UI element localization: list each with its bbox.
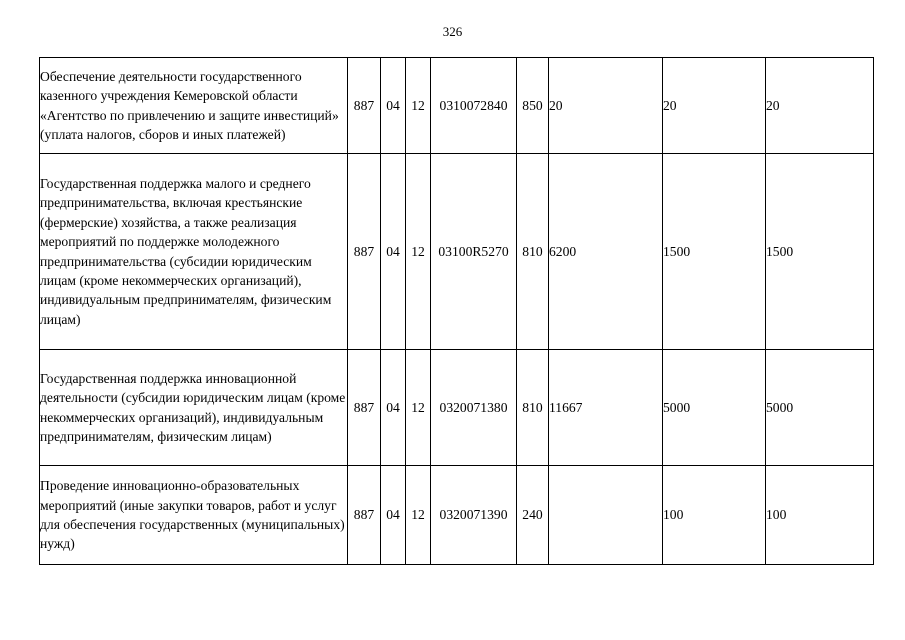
section-code: 04 [381, 350, 406, 466]
amount-year-2: 100 [663, 466, 766, 565]
amount-year-2: 1500 [663, 154, 766, 350]
budget-table [39, 57, 874, 565]
amount-year-2: 5000 [663, 350, 766, 466]
amount-year-3: 100 [766, 466, 874, 565]
section-code: 04 [381, 154, 406, 350]
amount-year-1: 11667 [549, 350, 663, 466]
table-row [40, 154, 874, 350]
table-row [40, 466, 874, 565]
amount-year-1: 6200 [549, 154, 663, 350]
target-article-code: 0310072840 [431, 58, 517, 154]
expense-type-code: 810 [517, 350, 549, 466]
row-description: Проведение инновационно-образовательных мероприятий (иные закупки товаров, работ и услуг для обеспечения государственных (муниципальных) нужд) [40, 466, 348, 565]
subsection-code: 12 [406, 154, 431, 350]
target-article-code: 0320071390 [431, 466, 517, 565]
ministry-code: 887 [348, 58, 381, 154]
target-article-code: 03100R5270 [431, 154, 517, 350]
ministry-code: 887 [348, 154, 381, 350]
page-number: 326 [442, 24, 463, 39]
amount-year-3: 5000 [766, 350, 874, 466]
subsection-code: 12 [406, 466, 431, 565]
row-description: Обеспечение деятельности государственного казенного учреждения Кемеровской области «Агентство по привлечению и защите инвестиций» (уплата налогов, сборов и иных платежей) [40, 58, 348, 154]
expense-type-code: 240 [517, 466, 549, 565]
expense-type-code: 810 [517, 154, 549, 350]
target-article-code: 0320071380 [431, 350, 517, 466]
table-row [40, 58, 874, 154]
row-description: Государственная поддержка малого и среднего предпринимательства, включая крестьянские (фермерские) хозяйства, а также реализация мероприятий по поддержке молодежного предпринимательства (субсидии юридическим лицам (кроме некоммерческих организаций), индивидуальным предпринимателям, физическим лицам) [40, 154, 348, 350]
amount-year-1: 20 [549, 58, 663, 154]
section-code: 04 [381, 58, 406, 154]
section-code: 04 [381, 466, 406, 565]
subsection-code: 12 [406, 58, 431, 154]
row-description: Государственная поддержка инновационной деятельности (субсидии юридическим лицам (кроме некоммерческих организаций), индивидуальным предпринимателям, физическим лицам) [40, 350, 348, 466]
ministry-code: 887 [348, 350, 381, 466]
amount-year-1 [549, 466, 663, 565]
amount-year-3: 20 [766, 58, 874, 154]
amount-year-2: 20 [663, 58, 766, 154]
amount-year-3: 1500 [766, 154, 874, 350]
subsection-code: 12 [406, 350, 431, 466]
expense-type-code: 850 [517, 58, 549, 154]
ministry-code: 887 [348, 466, 381, 565]
table-row [40, 350, 874, 466]
